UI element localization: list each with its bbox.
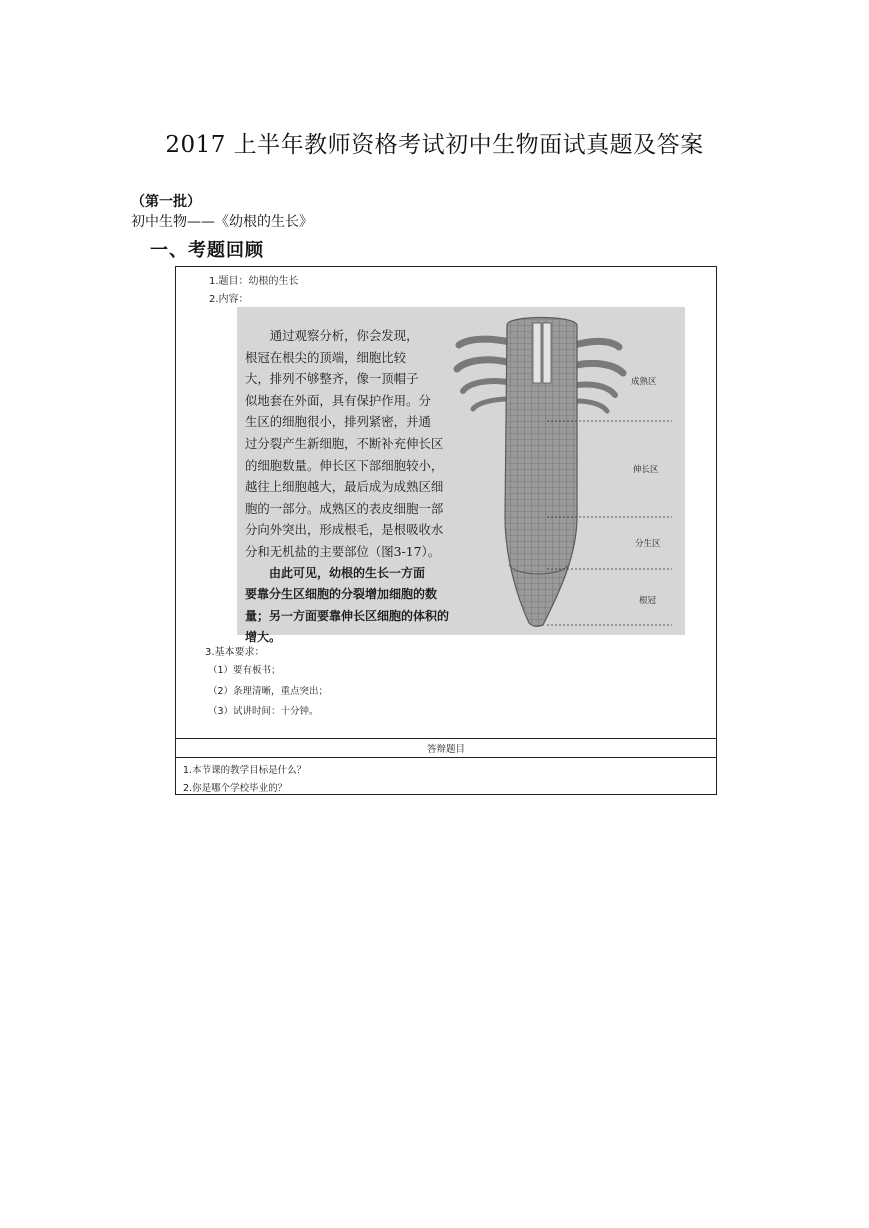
table-divider — [176, 738, 716, 739]
figure-text-line: 根冠在根尖的顶端，细胞比较 — [245, 349, 407, 365]
textbook-figure — [237, 307, 685, 645]
figure-text-line: 分和无机盐的主要部位（图3-17）。 — [245, 543, 441, 559]
requirement-item: （1）要有板书； — [208, 665, 281, 676]
requirement-item: （2）条理清晰，重点突出； — [208, 686, 329, 697]
defense-question: 2.你是哪个学校毕业的？ — [183, 783, 288, 794]
topic-line: 初中生物——《幼根的生长》 — [131, 214, 313, 230]
zone-label-mature: 成熟区 — [631, 377, 657, 387]
question-item-content-label: 2.内容： — [209, 294, 249, 305]
defense-title: 答辩题目 — [426, 744, 465, 755]
figure-text-line: 过分裂产生新细胞，不断补充伸长区 — [245, 435, 444, 451]
figure-bold-line: 由此可见，幼根的生长一方面 — [245, 565, 426, 580]
figure-bold-line: 增大。 — [245, 630, 282, 645]
batch-label: （第一批） — [131, 194, 201, 210]
figure-text-line: 的细胞数量。伸长区下部细胞较小， — [245, 457, 444, 473]
figure-text-line: 通过观察分析，你会发现， — [245, 328, 419, 343]
figure-text-line: 似地套在外面，具有保护作用。分 — [245, 392, 431, 408]
zone-label-meristem: 分生区 — [635, 539, 661, 549]
figure-text-line: 生区的细胞很小，排列紧密，并通 — [245, 414, 431, 430]
section-heading: 一、考题回顾 — [150, 240, 264, 261]
figure-text-line: 胞的一部分。成熟区的表皮细胞一部 — [245, 500, 444, 516]
zone-label-elongation: 伸长区 — [633, 465, 659, 475]
requirements-title: 3.基本要求： — [205, 647, 265, 658]
requirement-item: （3）试讲时间：十分钟。 — [208, 706, 319, 717]
figure-bold-line: 量；另一方面要靠伸长区细胞的体积的 — [245, 608, 450, 623]
zone-label-root-cap: 根冠 — [639, 596, 657, 606]
figure-bold-line: 要靠分生区细胞的分裂增加细胞的数 — [245, 587, 438, 602]
figure-text-line: 大，排列不够整齐，像一顶帽子 — [245, 371, 419, 387]
table-divider — [176, 757, 716, 758]
figure-text-line: 越往上细胞越大，最后成为成熟区细 — [245, 479, 444, 495]
question-item-title: 1.题目：幼根的生长 — [209, 276, 299, 287]
defense-question: 1.本节课的教学目标是什么？ — [183, 765, 307, 776]
document-title: 2017 上半年教师资格考试初中生物面试真题及答案 — [165, 132, 704, 158]
figure-text-line: 分向外突出，形成根毛，是根吸收水 — [245, 522, 444, 538]
